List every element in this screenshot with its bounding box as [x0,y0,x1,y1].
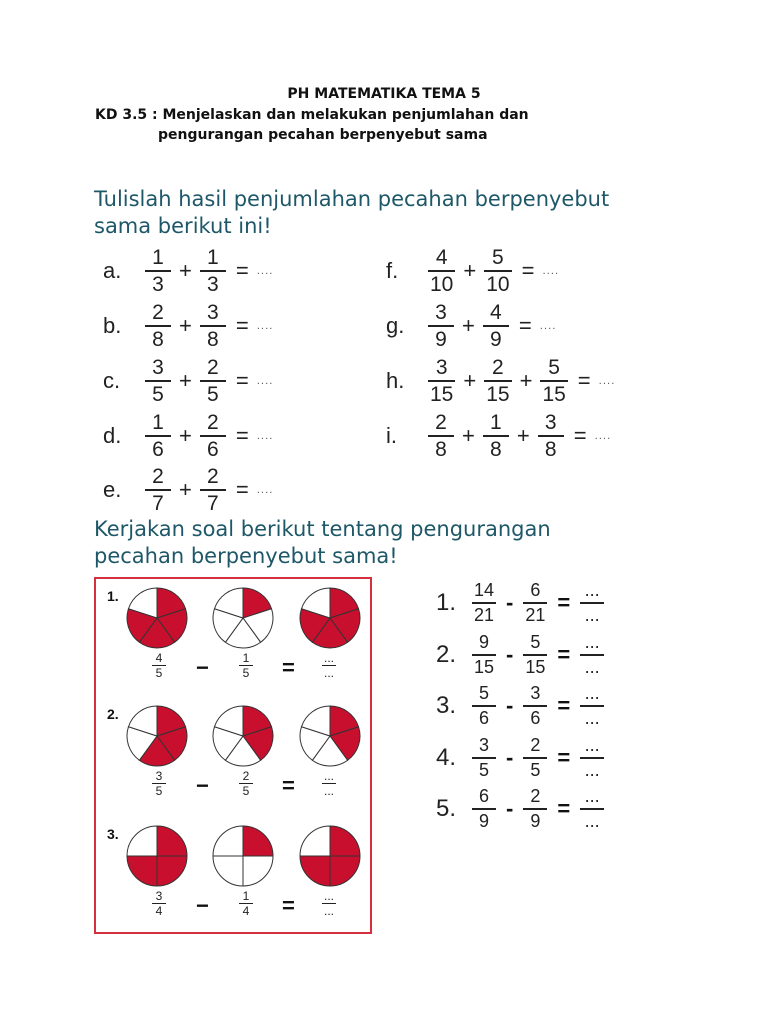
addition-problem [103,412,273,460]
numerator: 3 [207,301,219,324]
fraction [428,247,455,295]
fraction-bar [580,654,604,656]
picture-exercise-label: 1. [107,588,119,604]
numerator: 2 [492,356,504,379]
numerator: 2 [207,465,219,488]
fraction [322,890,336,917]
problem-label: b. [103,313,122,338]
answer-blank: .... [256,320,274,332]
empty-slice [127,826,157,856]
fraction [428,412,454,460]
denominator: 5 [207,383,219,406]
fraction [484,247,511,295]
numerator: 2 [530,735,541,755]
kd-line-1: KD 3.5 : Menjelaskan dan melakukan penjumlahan dan [95,107,529,123]
minus-sign: − [196,893,209,918]
numerator: 4 [435,246,448,269]
problem-label: 3. [436,692,457,719]
fraction-bar [200,270,226,272]
denominator: 21 [525,605,546,625]
denominator: 8 [435,438,447,461]
denominator: ... [323,904,334,918]
denominator: 6 [478,708,489,728]
plus-sign: + [179,368,192,393]
numerator: 2 [435,411,447,434]
fraction [472,633,496,677]
empty-slice [300,826,330,856]
page-title: PH MATEMATIKA TEMA 5 [287,86,481,102]
denominator: 15 [542,383,566,406]
fraction [239,890,253,917]
numerator: 3 [435,356,448,379]
denominator: 7 [207,492,219,515]
equals-sign: = [557,693,571,718]
fraction-circle [298,586,362,650]
fraction [239,652,253,679]
numerator: 1 [152,246,164,269]
fraction-bar [428,380,455,382]
fraction [200,466,226,514]
fraction [145,302,171,350]
fraction-bar [472,654,496,656]
minus-sign: - [506,745,514,770]
plus-sign: + [463,258,477,283]
fraction-bar [428,270,455,272]
fraction [428,302,454,350]
answer-blank: .... [542,265,560,277]
fraction-bar [484,380,511,382]
denominator: 9 [478,811,489,831]
instruction-addition: Tulislah hasil penjumlahan pecahan berpenyebut sama berikut ini! [94,187,610,238]
numerator: 1 [207,246,219,269]
shaded-slice [330,856,360,886]
subtraction-problem [436,784,610,834]
denominator: 10 [430,273,454,296]
fraction [152,890,166,917]
minus-sign: - [506,796,514,821]
denominator: 8 [207,328,219,351]
fraction-bar [523,757,547,759]
minus-sign: − [196,773,209,798]
denominator: 7 [152,492,164,515]
equals-sign: = [521,258,535,283]
problem-label: e. [103,477,122,502]
numerator: 2 [207,411,219,434]
fraction-bar [145,270,171,272]
numerator: ... [584,632,600,652]
plus-sign: + [516,423,530,448]
equals-sign: = [282,655,295,680]
denominator: 6 [530,708,541,728]
denominator: ... [323,784,334,798]
fraction-bar [200,325,226,327]
fraction [580,581,604,625]
minus-sign: - [506,642,514,667]
numerator: 3 [478,735,489,755]
answer-blank: .... [594,430,612,442]
answer-blank: .... [256,484,274,496]
empty-slice [243,856,273,886]
fraction-bar [540,380,567,382]
fraction [200,247,226,295]
fraction-bar [428,325,454,327]
numerator: ... [323,651,334,665]
addition-problem [386,412,611,460]
numerator: 5 [492,246,504,269]
numerator: 4 [155,651,163,665]
plus-sign: + [462,313,475,338]
fraction [239,770,253,797]
answer-blank: .... [256,375,274,387]
equals-sign: = [557,590,571,615]
denominator: 4 [242,904,250,918]
addition-problem [386,247,559,295]
shaded-slice [243,826,273,856]
equals-sign: = [557,796,571,821]
denominator: ... [584,760,600,780]
fraction-circle [298,824,362,888]
numerator: 3 [155,889,163,903]
fraction-bar [200,435,226,437]
fraction [200,357,226,405]
fraction-circle [125,704,189,768]
fraction [145,466,171,514]
numerator: ... [584,580,600,600]
fraction-bar [523,654,547,656]
numerator: 3 [530,683,541,703]
answer-blank: .... [256,430,274,442]
fraction-bar [523,602,547,604]
equals-sign: = [282,893,295,918]
denominator: 5 [242,784,250,798]
plus-sign: + [463,368,477,393]
fraction [580,787,604,831]
numerator: 3 [435,301,447,324]
addition-problem [103,357,273,405]
problem-label: 2. [436,641,457,668]
equals-sign: = [557,745,571,770]
equals-sign: = [557,642,571,667]
fraction [145,412,171,460]
fraction-circle [211,824,275,888]
shaded-slice [330,826,360,856]
fraction [538,412,564,460]
denominator: ... [584,657,600,677]
problem-label: 5. [436,795,457,822]
problem-label: g. [386,313,405,338]
fraction-bar [200,489,226,491]
denominator: ... [584,708,600,728]
denominator: 4 [155,904,163,918]
plus-sign: + [519,368,533,393]
shaded-slice [157,826,187,856]
denominator: 9 [530,811,541,831]
denominator: 5 [530,760,541,780]
fraction-bar [580,602,604,604]
fraction [145,357,171,405]
numerator: 1 [242,651,250,665]
fraction-bar [484,270,511,272]
fraction-bar [145,435,171,437]
fraction [523,787,547,831]
addition-problem [103,247,273,295]
denominator: ... [584,811,600,831]
plus-sign: + [462,423,475,448]
denominator: ... [584,605,600,625]
denominator: 3 [207,273,219,296]
numerator: 2 [530,786,541,806]
problem-label: 4. [436,744,457,771]
addition-problem [386,357,615,405]
fraction-bar [483,435,509,437]
subtraction-problem [436,733,610,783]
problem-label: a. [103,258,122,283]
shaded-slice [127,856,157,886]
equals-sign: = [235,368,249,393]
fraction-circle [125,586,189,650]
denominator: 5 [478,760,489,780]
numerator: ... [584,786,600,806]
numerator: 5 [548,356,560,379]
fraction-bar [483,325,509,327]
equals-sign: = [282,773,295,798]
denominator: 21 [473,605,495,625]
numerator: 1 [242,889,250,903]
problem-label: h. [386,368,405,393]
problem-label: 1. [436,589,457,616]
plus-sign: + [179,423,192,448]
fraction [523,633,547,677]
addition-problem [386,302,556,350]
fraction [484,357,511,405]
numerator: ... [323,769,334,783]
fraction [322,652,336,679]
problem-label: c. [103,368,121,393]
addition-problem [103,466,273,514]
numerator: 3 [152,356,164,379]
fraction-circle [298,704,362,768]
fraction-bar [145,325,171,327]
kd-line-2: pengurangan pecahan berpenyebut sama [158,127,488,143]
numerator: 6 [478,786,489,806]
fraction-circle [125,824,189,888]
fraction-bar [523,705,547,707]
problem-label: i. [386,423,397,448]
equals-sign: = [518,313,532,338]
shaded-slice [157,856,187,886]
subtraction-problem [436,681,610,731]
fraction [580,684,604,728]
minus-sign: - [506,590,514,615]
addition-problem [103,302,273,350]
denominator: 8 [490,438,502,461]
fraction [428,357,455,405]
fraction-bar [580,705,604,707]
equals-sign: = [573,423,587,448]
fraction-bar [580,757,604,759]
plus-sign: + [179,258,192,283]
empty-slice [213,826,243,856]
fraction-bar [472,757,496,759]
equals-sign: = [235,423,249,448]
numerator: ... [584,683,600,703]
numerator: 2 [207,356,219,379]
fraction [483,302,509,350]
fraction [200,302,226,350]
equals-sign: = [235,477,249,502]
fraction [523,736,547,780]
numerator: 3 [155,769,163,783]
fraction [540,357,567,405]
numerator: 1 [490,411,502,434]
equals-sign: = [235,313,249,338]
plus-sign: + [179,477,192,502]
fraction [483,412,509,460]
equals-sign: = [577,368,591,393]
numerator: 5 [530,632,541,652]
fraction [152,652,166,679]
denominator: 5 [155,784,163,798]
equals-sign: = [235,258,249,283]
numerator: ... [323,889,334,903]
plus-sign: + [179,313,192,338]
fraction-bar [580,808,604,810]
fraction [145,247,171,295]
fraction-bar [472,808,496,810]
problem-label: f. [386,258,399,283]
numerator: 2 [242,769,250,783]
subtraction-problem [436,578,610,628]
minus-sign: − [196,655,209,680]
denominator: 5 [242,666,250,680]
fraction-circle [211,704,275,768]
fraction-bar [145,380,171,382]
fraction [152,770,166,797]
numerator: 2 [152,301,164,324]
fraction-bar [538,435,564,437]
minus-sign: - [506,693,514,718]
denominator: ... [323,666,334,680]
answer-blank: .... [598,375,616,387]
denominator: 6 [207,438,219,461]
denominator: 8 [152,328,164,351]
denominator: 3 [152,273,164,296]
picture-exercise-label: 3. [107,826,119,842]
denominator: 9 [435,328,447,351]
fraction [322,770,336,797]
fraction-bar [200,380,226,382]
fraction [580,633,604,677]
denominator: 15 [525,657,546,677]
numerator: 3 [544,411,557,434]
fraction [472,736,496,780]
denominator: 6 [152,438,164,461]
picture-exercise-label: 2. [107,706,119,722]
numerator: 4 [490,301,502,324]
numerator: 1 [152,411,164,434]
answer-blank: .... [539,320,557,332]
denominator: 9 [490,328,502,351]
denominator: 10 [486,273,510,296]
numerator: 14 [473,580,495,600]
problem-label: d. [103,423,122,448]
fraction-bar [472,705,496,707]
fraction-bar [428,435,454,437]
denominator: 15 [473,657,495,677]
numerator: 6 [530,580,541,600]
fraction-bar [523,808,547,810]
fraction [472,787,496,831]
denominator: 8 [544,438,557,461]
fraction [472,581,496,625]
numerator: ... [584,735,600,755]
fraction [200,412,226,460]
answer-blank: .... [256,265,274,277]
denominator: 15 [430,383,454,406]
numerator: 9 [478,632,489,652]
fraction [472,684,496,728]
fraction [580,736,604,780]
fraction [523,684,547,728]
fraction-circle [211,586,275,650]
denominator: 5 [155,666,163,680]
numerator: 2 [152,465,164,488]
fraction-bar [145,489,171,491]
denominator: 5 [152,383,164,406]
fraction [523,581,547,625]
fraction-bar [472,602,496,604]
shaded-slice [300,856,330,886]
subtraction-problem [436,630,610,680]
numerator: 5 [478,683,489,703]
empty-slice [213,856,243,886]
instruction-subtraction: Kerjakan soal berikut tentang pengurangan pecahan berpenyebut sama! [94,517,551,568]
denominator: 15 [486,383,510,406]
